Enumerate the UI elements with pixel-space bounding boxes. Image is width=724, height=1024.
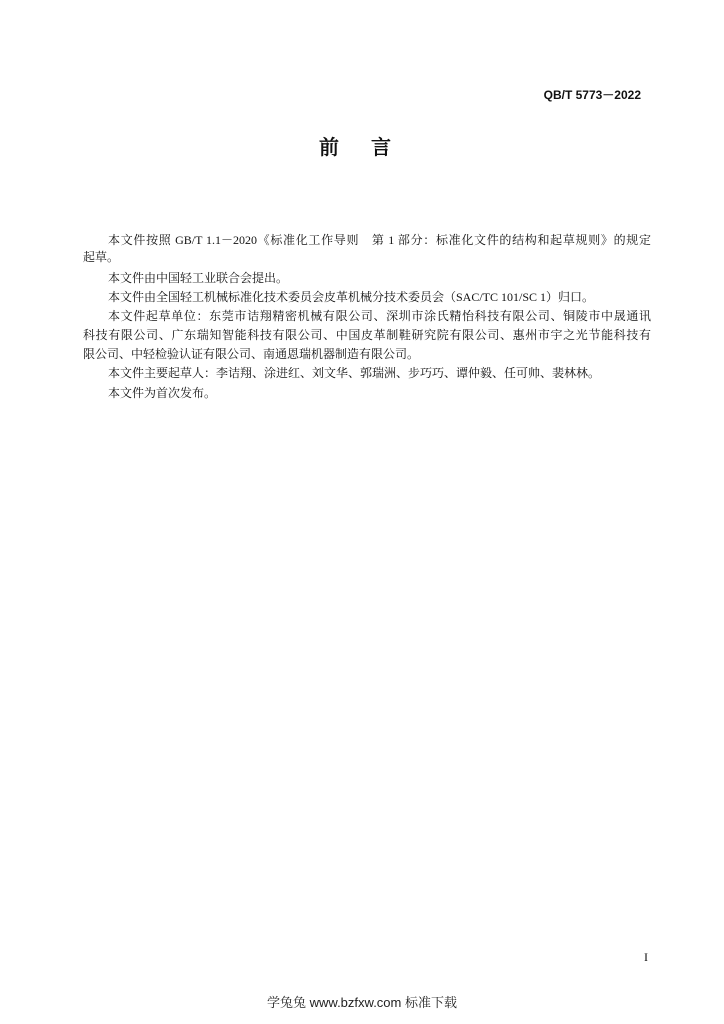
paragraph-line: 本文件由中国轻工业联合会提出。 — [108, 271, 289, 285]
paragraph-line: 本文件由全国轻工机械标准化技术委员会皮革机械分技术委员会（SAC/TC 101/SC 1）归口。 — [108, 290, 595, 304]
paragraph-line: 科技有限公司、广东瑞知智能科技有限公司、中国皮革制鞋研究院有限公司、惠州市宇之光节能科技有 — [83, 328, 651, 342]
paragraph-line: 本文件主要起草人：李诘翔、涂进红、刘文华、郭瑞洲、步巧巧、谭仲毅、任可帅、裴林林。 — [108, 366, 601, 380]
paragraph-line: 本文件为首次发布。 — [108, 386, 217, 400]
paragraph-line: 起草。 — [83, 250, 120, 264]
footer-watermark: 学兔兔 www.bzfxw.com 标准下载 — [267, 995, 457, 1010]
paragraph-line: 限公司、中轻检验认证有限公司、南通恩瑞机器制造有限公司。 — [83, 347, 420, 361]
paragraph-line: 本文件按照 GB/T 1.1－2020《标准化工作导则 第 1 部分：标准化文件的结构和起草规则》的规定 — [108, 233, 651, 247]
paragraph-line: 本文件起草单位：东莞市诘翔精密机械有限公司、深圳市涂氏精怡科技有限公司、铜陵市中晟通讯 — [108, 309, 651, 323]
document-number: QB/T 5773－2022 — [543, 88, 641, 102]
page-number: I — [644, 950, 648, 964]
page-title: 前 言 — [319, 137, 397, 159]
